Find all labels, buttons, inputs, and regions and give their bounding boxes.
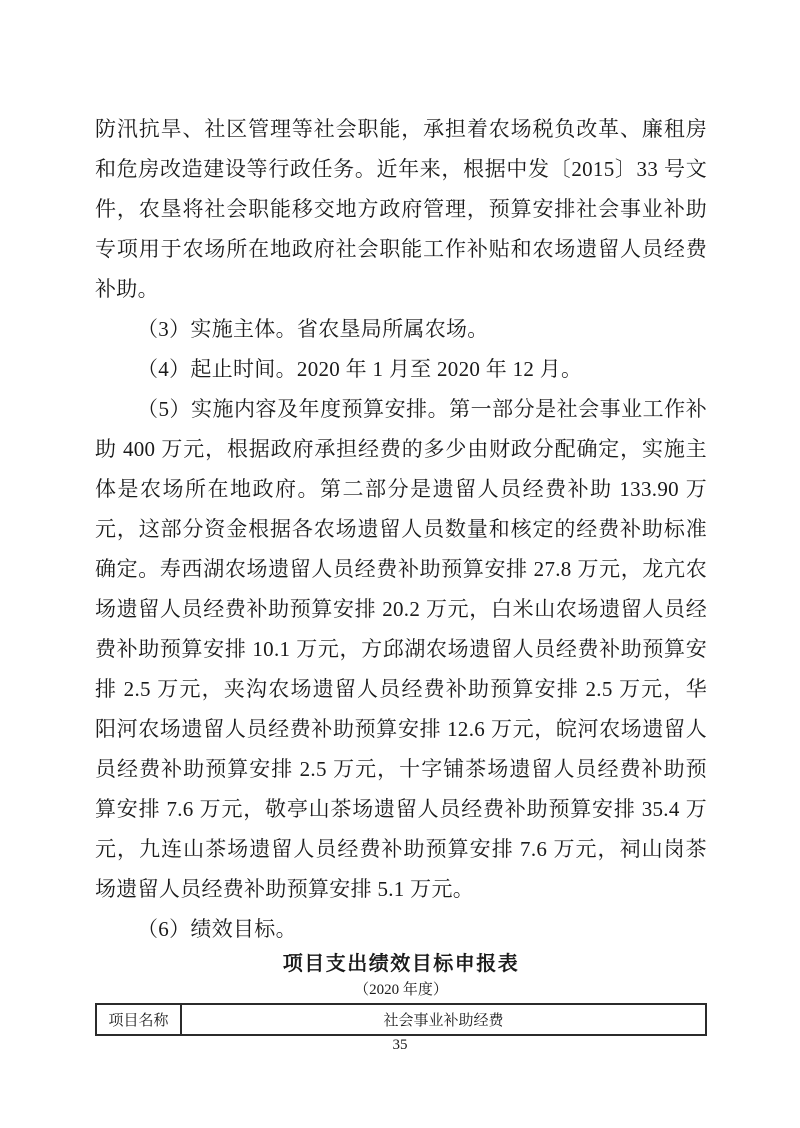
text-line: 员经费补助预算安排 2.5 万元，十字铺茶场遗留人员经费补助预 [95, 757, 707, 781]
text-line: 元，九连山茶场遗留人员经费补助预算安排 7.6 万元，祠山岗茶 [95, 837, 707, 861]
paragraph-item-4 [95, 349, 707, 389]
text-line: 阳河农场遗留人员经费补助预算安排 12.6 万元，皖河农场遗留人 [95, 717, 707, 741]
text-line: 专项用于农场所在地政府社会职能工作补贴和农场遗留人员经费 [95, 237, 707, 261]
text-line: 场遗留人员经费补助预算安排 20.2 万元，白米山农场遗留人员经 [95, 597, 707, 621]
text-line: 确定。寿西湖农场遗留人员经费补助预算安排 27.8 万元，龙亢农 [95, 557, 707, 581]
text-line: 场遗留人员经费补助预算安排 5.1 万元。 [95, 877, 475, 901]
performance-target-table [95, 1003, 707, 1036]
text-line: 排 2.5 万元，夹沟农场遗留人员经费补助预算安排 2.5 万元，华 [95, 677, 707, 701]
text-line: 和危房改造建设等行政任务。近年来，根据中发〔2015〕33 号文 [95, 157, 707, 181]
project-name-value: 社会事业补助经费 [181, 1004, 706, 1035]
text-line: （6）绩效目标。 [137, 917, 297, 941]
table-row [96, 1004, 706, 1035]
paragraph-continued [95, 109, 707, 309]
text-line: 元，这部分资金根据各农场遗留人员数量和核定的经费补助标准 [95, 517, 707, 541]
form-title: 项目支出绩效目标申报表 [282, 953, 520, 975]
text-line: 算安排 7.6 万元，敬亭山茶场遗留人员经费补助预算安排 35.4 万 [95, 797, 707, 821]
text-line: 助 400 万元，根据政府承担经费的多少由财政分配确定，实施主 [95, 437, 707, 461]
form-subtitle: （2020 年度） [354, 982, 448, 998]
text-line: 防汛抗旱、社区管理等社会职能，承担着农场税负改革、廉租房 [95, 117, 707, 141]
text-line: 费补助预算安排 10.1 万元，方邱湖农场遗留人员经费补助预算安 [95, 637, 707, 661]
page-number: 35 [392, 1037, 408, 1053]
text-line: （3）实施主体。省农垦局所属农场。 [137, 317, 489, 341]
text-line: （4）起止时间。2020 年 1 月至 2020 年 12 月。 [137, 357, 583, 381]
project-name-label: 项目名称 [96, 1004, 181, 1035]
paragraph-item-3 [95, 309, 707, 349]
text-line: 补助。 [95, 277, 159, 301]
text-line: 体是农场所在地政府。第二部分是遗留人员经费补助 133.90 万 [95, 477, 707, 501]
paragraph-item-6 [95, 909, 707, 949]
text-line: 件，农垦将社会职能移交地方政府管理，预算安排社会事业补助 [95, 197, 707, 221]
page-body [95, 109, 707, 1036]
paragraph-item-5 [95, 389, 707, 909]
text-line: （5）实施内容及年度预算安排。第一部分是社会事业工作补 [137, 397, 707, 421]
